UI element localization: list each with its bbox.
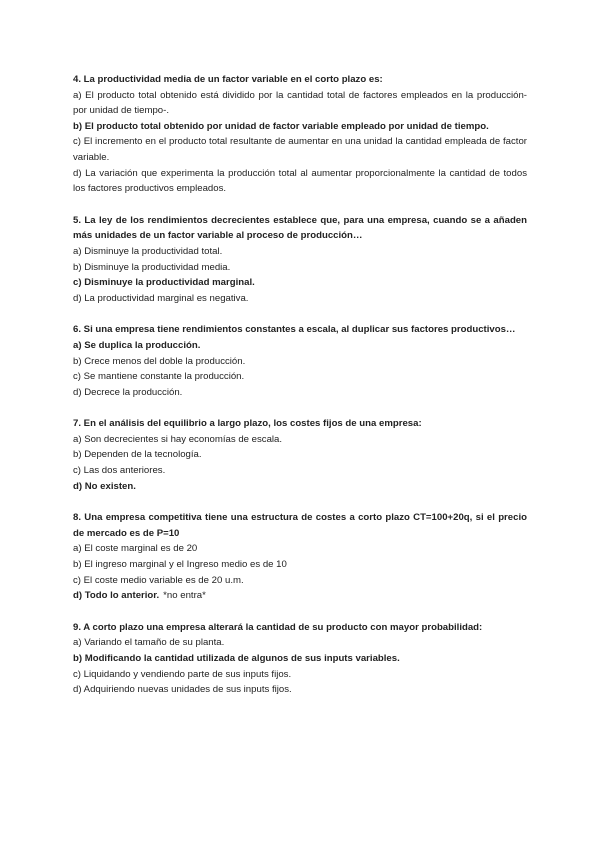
question-5 [73, 213, 527, 307]
option-d: d) Decrece la producción. [73, 386, 183, 398]
option-d-correct [73, 588, 527, 604]
option-c: c) El incremento en el producto total resultante de aumentar en una unidad la cantidad empleada de factor variable. [73, 136, 527, 163]
option-note: *no entra* [163, 590, 206, 602]
option-d-correct: d) No existen. [73, 480, 136, 492]
question-title: 6. Si una empresa tiene rendimientos constantes a escala, al duplicar sus factores productivos… [73, 324, 516, 336]
option-d: d) Adquiriendo nuevas unidades de sus inputs fijos. [73, 684, 292, 696]
option-a: a) Son decrecientes si hay economías de escala. [73, 433, 283, 445]
question-title: 5. La ley de los rendimientos decrecientes establece que, para una empresa, cuando se a añaden más unidades de un factor variable al proceso de producción… [73, 214, 527, 242]
option-c-correct: c) Disminuye la productividad marginal. [73, 277, 255, 289]
option-a: a) Variando el tamaño de su planta. [73, 637, 225, 649]
question-title: 9. A corto plazo una empresa alterará la cantidad de su producto con mayor probabilidad: [73, 621, 483, 633]
option-b: b) Disminuye la productividad media. [73, 261, 231, 273]
question-title: 8. Una empresa competitiva tiene una estructura de costes a corto plazo CT=100+20q, si el precio de mercado es de P=10 [73, 512, 527, 539]
option-c: c) El coste medio variable es de 20 u.m. [73, 574, 244, 586]
question-6 [73, 322, 527, 400]
option-b-correct: b) El producto total obtenido por unidad de factor variable empleado por unidad de tiempo. [73, 120, 489, 132]
option-b: b) Crece menos del doble la producción. [73, 355, 246, 367]
option-d-text: d) Todo lo anterior. [73, 590, 160, 602]
question-8 [73, 510, 527, 604]
option-c: c) Liquidando y vendiendo parte de sus inputs fijos. [73, 668, 292, 680]
document-page [73, 72, 527, 714]
question-9 [73, 620, 527, 698]
question-title: 4. La productividad media de un factor variable en el corto plazo es: [73, 74, 383, 85]
option-c: c) Se mantiene constante la producción. [73, 371, 245, 383]
option-b-correct: b) Modificando la cantidad utilizada de algunos de sus inputs variables. [73, 653, 400, 664]
question-4 [73, 72, 527, 197]
option-a: a) El producto total obtenido está dividido por la cantidad total de factores empleados en la producción- por unidad de tiempo-. [73, 89, 527, 117]
option-d: d) La variación que experimenta la producción total al aumentar proporcionalmente la cantidad de todos los factores productivos empleados. [73, 167, 527, 195]
option-a: a) Disminuye la productividad total. [73, 245, 223, 257]
question-title: 7. En el análisis del equilibrio a largo plazo, los costes fijos de una empresa: [73, 418, 422, 430]
question-7 [73, 416, 527, 494]
option-a-correct: a) Se duplica la producción. [73, 339, 201, 351]
option-b: b) El ingreso marginal y el Ingreso medio es de 10 [73, 559, 287, 571]
option-a: a) El coste marginal es de 20 [73, 543, 198, 555]
option-b: b) Dependen de la tecnología. [73, 449, 202, 461]
option-c: c) Las dos anteriores. [73, 465, 166, 477]
option-d: d) La productividad marginal es negativa. [73, 292, 249, 304]
